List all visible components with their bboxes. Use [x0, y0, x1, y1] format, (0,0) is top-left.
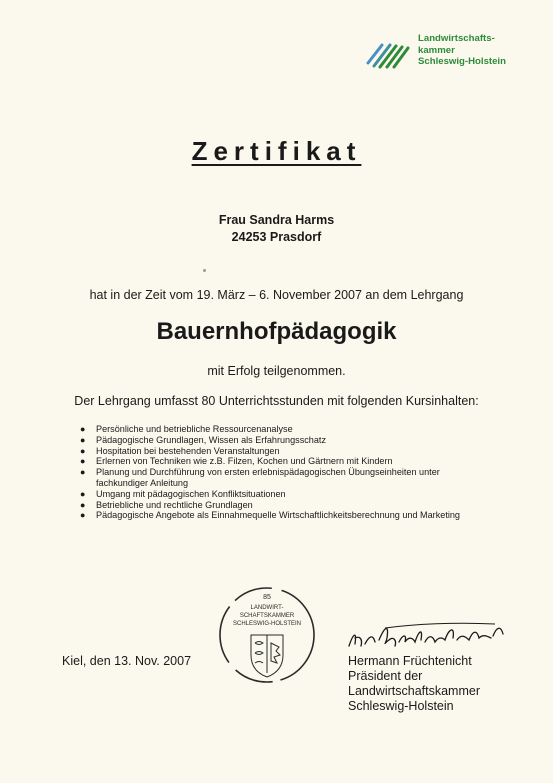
list-item-text: Pädagogische Angebote als Einnahmequelle Wirtschaftlichkeitsberechnung und Marketing	[96, 510, 460, 521]
list-item	[80, 500, 480, 511]
signer-block	[348, 654, 480, 714]
chamber-logo	[366, 33, 516, 73]
scan-dot	[203, 269, 206, 272]
bullet-icon: ●	[80, 467, 86, 478]
stamp-line-3: SCHLESWIG-HOLSTEIN	[232, 621, 302, 627]
list-item	[80, 510, 480, 521]
course-contents-list	[80, 424, 480, 521]
signer-org-2: Schleswig-Holstein	[348, 699, 454, 713]
signer-org-1: Landwirtschaftskammer	[348, 684, 480, 698]
success-statement: mit Erfolg teilgenommen.	[207, 364, 346, 378]
stamp-number: 85	[263, 594, 271, 601]
list-item-text: Erlernen von Techniken wie z.B. Filzen, Kochen und Gärtnern mit Kindern	[96, 456, 393, 467]
stamp-line-1: LANDWIRT-	[250, 605, 284, 611]
list-item	[80, 446, 480, 457]
list-item	[80, 489, 480, 500]
list-item-text: Umgang mit pädagogischen Konfliktsituationen	[96, 488, 286, 499]
place-date: Kiel, den 13. Nov. 2007	[62, 654, 192, 668]
list-item	[80, 424, 480, 435]
logo-line-1: Landwirtschafts-	[418, 33, 495, 44]
recipient-name: Frau Sandra Harms	[218, 213, 335, 227]
list-item-text: Betriebliche und rechtliche Grundlagen	[96, 499, 253, 510]
bullet-icon: ●	[80, 424, 86, 434]
list-item	[80, 467, 480, 489]
recipient-city: 24253 Prasdorf	[231, 230, 322, 244]
bullet-icon: ●	[80, 488, 86, 499]
list-item-text: Planung und Durchführung von ersten erlebnispädagogischen Übungseinheiten unter fachkundiger Anleitung	[96, 467, 440, 488]
course-period: hat in der Zeit vom 19. März – 6. November 2007 an dem Lehrgang	[89, 288, 464, 302]
course-name: Bauernhofpädagogik	[156, 318, 397, 345]
list-item-text: Persönliche und betriebliche Ressourcenanalyse	[96, 424, 293, 434]
handwritten-signature	[345, 616, 510, 656]
logo-line-2: kammer	[418, 44, 455, 56]
logo-stripes-icon	[366, 35, 412, 69]
bullet-icon: ●	[80, 445, 86, 456]
coat-of-arms-icon	[251, 635, 283, 677]
official-stamp	[217, 585, 317, 685]
course-intro: Der Lehrgang umfasst 80 Unterrichtsstunden mit folgenden Kursinhalten:	[74, 394, 479, 408]
list-item-text: Hospitation bei bestehenden Veranstaltungen	[96, 445, 280, 456]
logo-line-3: Schleswig-Holstein	[418, 56, 506, 67]
certificate-title: Zertifikat	[191, 136, 362, 166]
bullet-icon: ●	[80, 499, 86, 510]
list-item-text: Pädagogische Grundlagen, Wissen als Erfahrungsschatz	[96, 434, 326, 445]
bullet-icon: ●	[80, 456, 86, 467]
list-item	[80, 456, 480, 467]
bullet-icon: ●	[80, 510, 86, 521]
bullet-icon: ●	[80, 434, 86, 445]
logo-text	[418, 33, 506, 68]
signer-name: Hermann Früchtenicht	[348, 654, 472, 668]
stamp-line-2: SCHAFTSKAMMER	[239, 613, 295, 619]
list-item	[80, 435, 480, 446]
signer-role: Präsident der	[348, 669, 423, 683]
